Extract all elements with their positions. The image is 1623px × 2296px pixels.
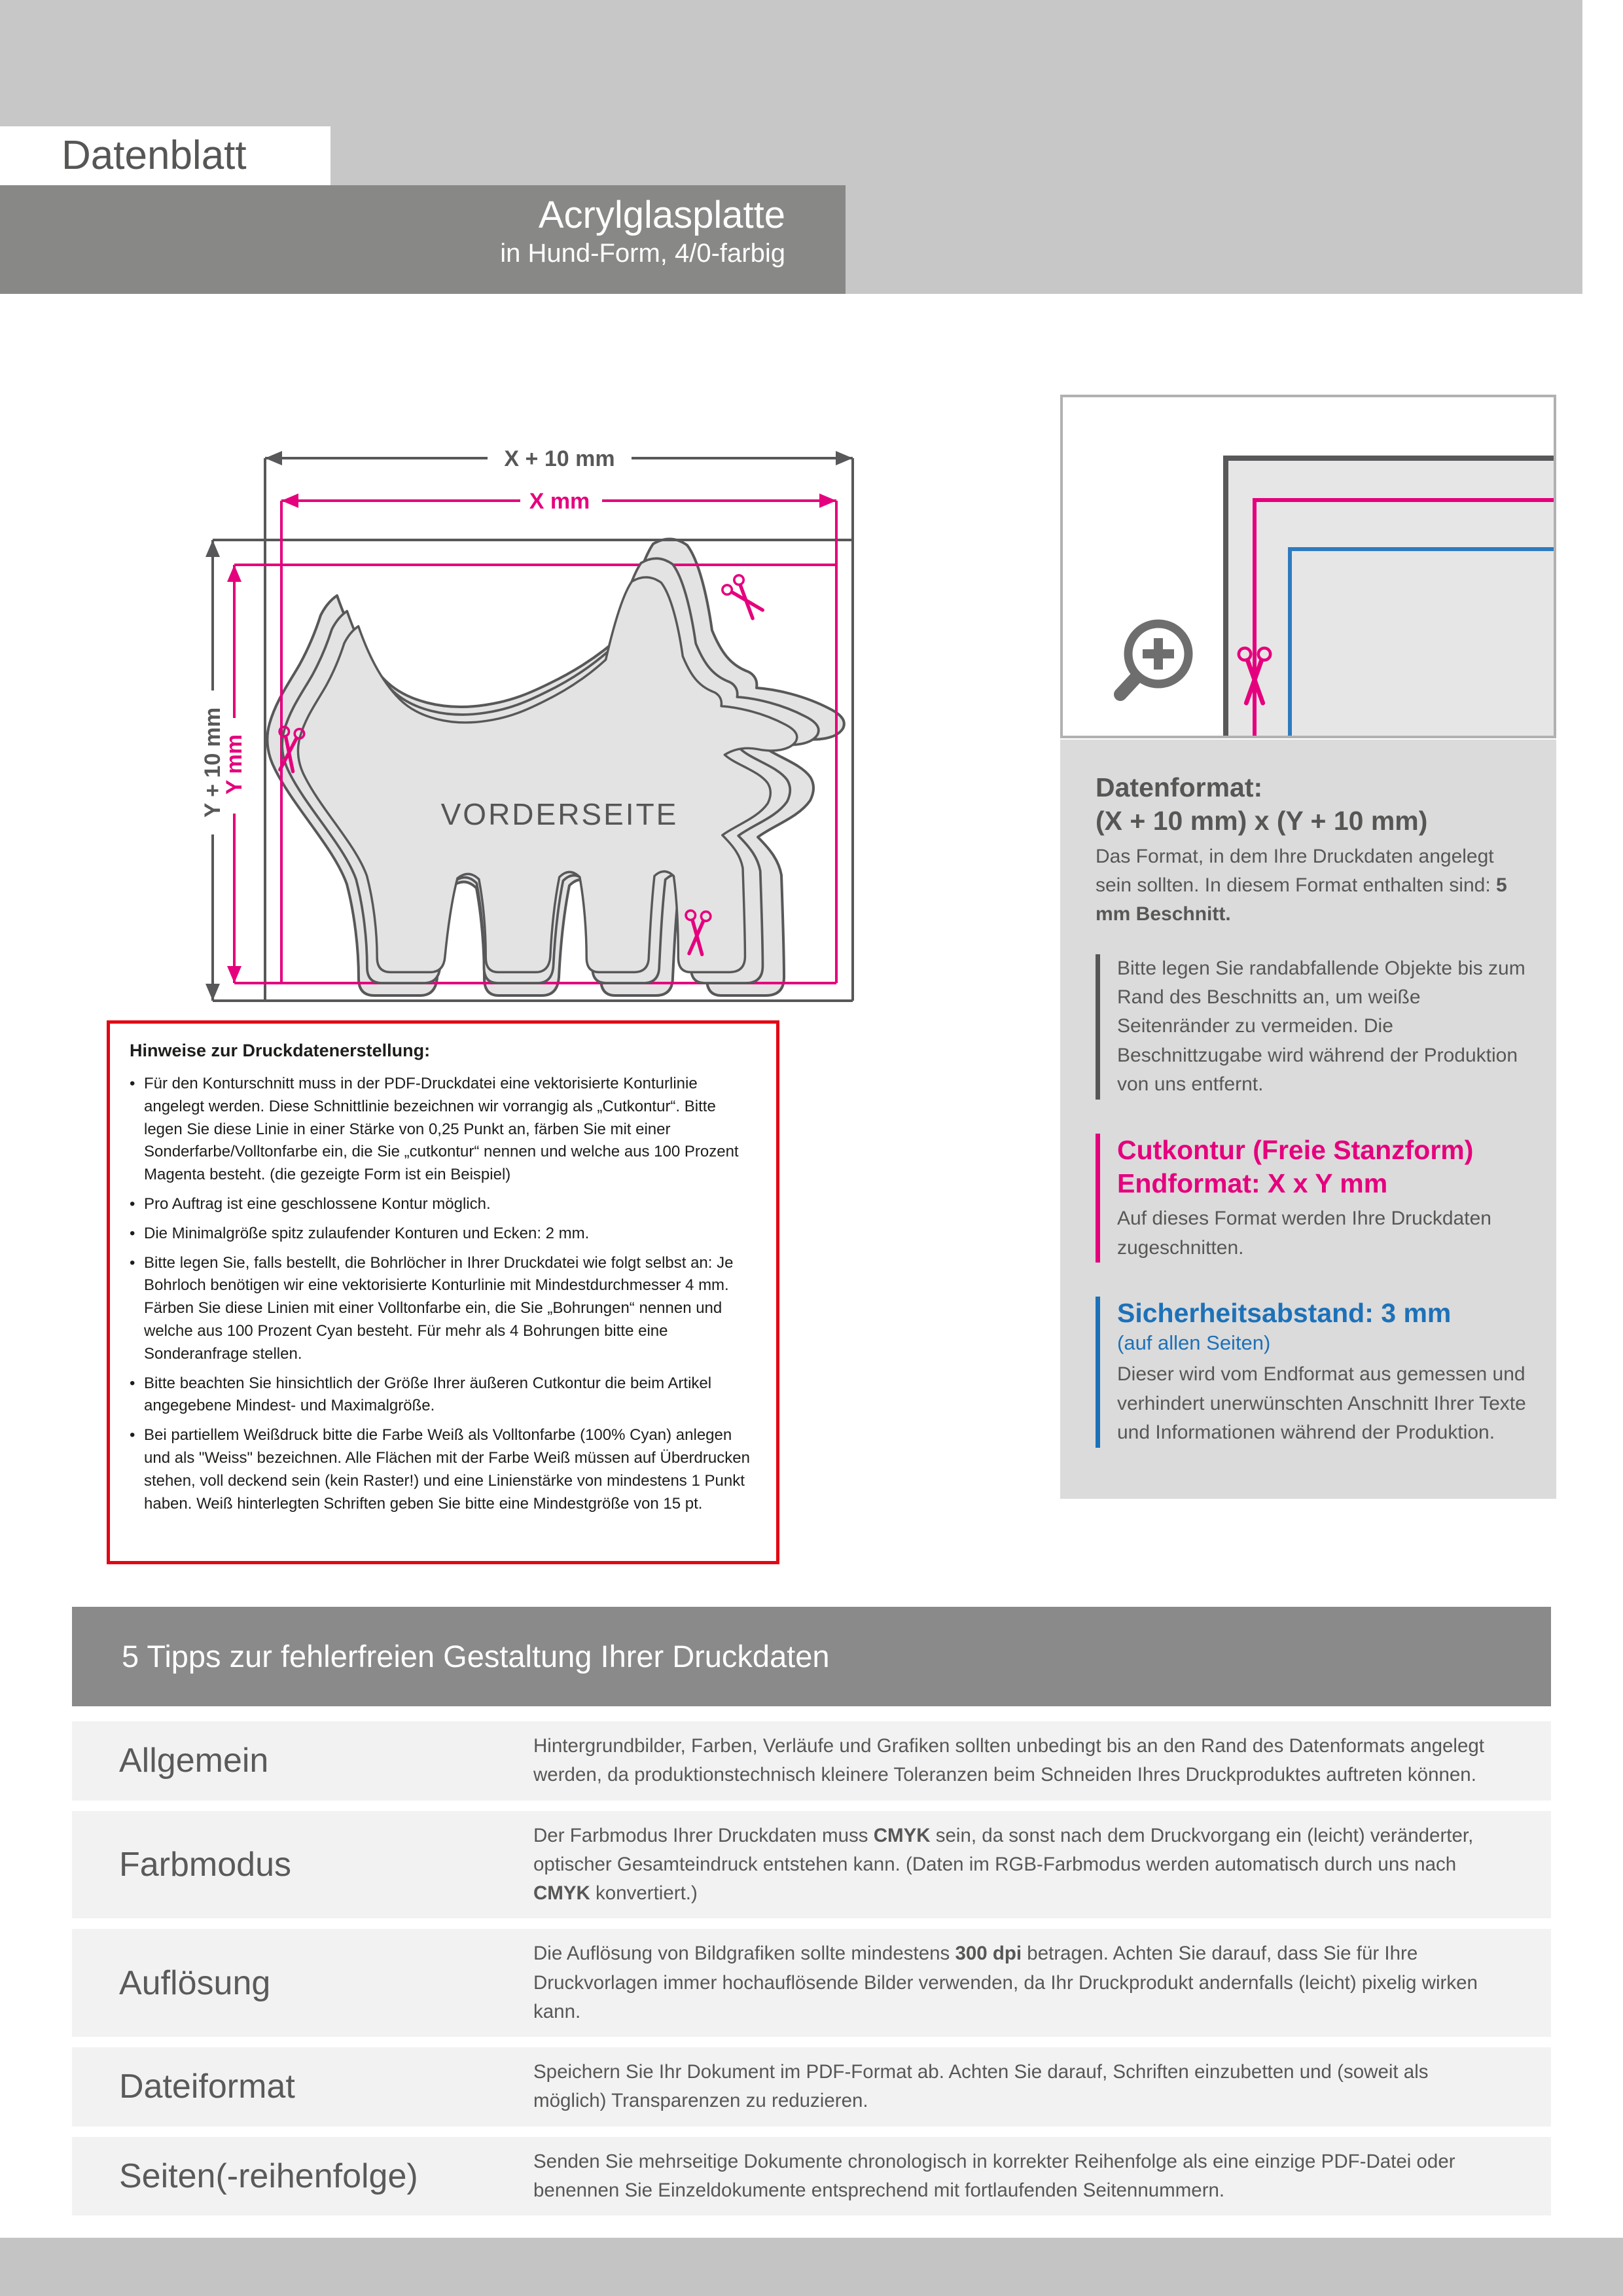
product-title: Acrylglasplatte [538,194,785,236]
tip-text: Die Auflösung von Bildgrafiken sollte mindestens 300 dpi betragen. Achten Sie darauf, dass Sie für Ihre Druckvorlagen immer hochauflösende Bilder verwenden, da Ihr Druckprodukt andernfalls (leicht) pixelig wirken kann. [533,1943,1478,2022]
dim-x-outer-label: X + 10 mm [504,446,615,471]
format-info-panel [1060,740,1556,1499]
page-title-box [0,126,330,185]
safety-section [1096,1297,1527,1448]
table-row [72,1811,1551,1919]
tip-label: Farbmodus [119,1845,291,1884]
magnifier-plus-icon [1120,624,1188,694]
tip-label: Auflösung [119,1964,271,2002]
tips-banner [72,1607,1551,1706]
cutkontur-endformat: Endformat: X x Y mm [1117,1168,1388,1198]
scissors-icon [721,573,767,622]
tip-text: Der Farbmodus Ihrer Druckdaten muss CMYK sein, da sonst nach dem Druckvorgang ein (leicht) veränderter, optischer Gesamteindruck entstehen kann. (Daten im RGB-Farbmodus werden automatisch durch uns nach CMYK konvertiert.) [533,1824,1474,1904]
datenformat-title: Datenformat: [1096,772,1263,802]
tip-text: Hintergrundbilder, Farben, Verläufe und Grafiken sollten unbedingt bis an den Rand des Datenformats angelegt werden, da produktionstechnisch kleinere Toleranzen beim Schneiden Ihres Druckproduktes auftreten können. [533,1735,1484,1786]
list-item: • Bei partiellem Weißdruck bitte die Farbe Weiß als Volltonfarbe (100% Cyan) anlegen und als "Weiss" bezeichnen. Alle Flächen mit der Farbe Weiß müssen auf Überdrucken stehen, voll deckend sein (kein Raster!) und eine Linienstärke von mindestens 1 Punkt haben. Weiß hinterlegten Schriften geben Sie bitte eine Mindestgröße von 15 pt. [130,1426,750,1513]
tip-label: Allgemein [119,1742,269,1780]
list-item: • Bitte beachten Sie hinsichtlich der Größe Ihrer äußeren Cutkontur die beim Artikel angegebene Mindest- und Maximalgröße. [130,1374,712,1415]
tip-label: Dateiformat [119,2068,295,2106]
table-row [72,2137,1551,2216]
tips-table [72,1721,1551,2226]
front-side-label: VORDERSEITE [440,797,679,831]
table-row [72,2047,1551,2126]
table-row [72,1929,1551,2037]
safety-subtitle: (auf allen Seiten) [1117,1331,1271,1355]
print-data-notes-box [107,1020,779,1564]
page-title: Datenblatt [62,133,247,178]
list-item: • Für den Konturschnitt muss in der PDF-Druckdatei eine vektorisierte Konturlinie angelegt werden. Diese Schnittlinie bezeichnen wir vorrangig als „Cutkontur“. Bitte legen Sie diese Linie in einer Stärke von 0,25 Punkt an, färben Sie mit einer Sonderfarbe/Volltonfarbe ein, die Sie „cutkontur“ nennen und welche aus 100 Prozent Magenta besteht. (die gezeigte Form ist ein Beispiel) [130,1075,739,1184]
cutkontur-title: Cutkontur (Freie Stanzform) [1117,1134,1474,1165]
datenformat-formula: (X + 10 mm) x (Y + 10 mm) [1096,806,1428,836]
footer-band [0,2238,1623,2296]
cutkontur-section [1096,1134,1527,1263]
notes-title: Hinweise zur Druckdatenerstellung: [130,1041,431,1060]
table-row [72,1721,1551,1801]
tip-text: Senden Sie mehrseitige Dokumente chronologisch in korrekter Reihenfolge als eine einzige PDF-Datei oder benennen Sie Einzeldokumente entsprechend mit fortlaufenden Seitennummern. [533,2150,1455,2201]
tips-title: 5 Tipps zur fehlerfreien Gestaltung Ihrer Druckdaten [122,1639,830,1674]
list-item: • Pro Auftrag ist eine geschlossene Kontur möglich. [130,1194,491,1213]
tip-text: Speichern Sie Ihr Dokument im PDF-Format ab. Achten Sie darauf, Schriften einzubetten und (soweit als möglich) Transparenzen zu reduzieren. [533,2061,1429,2112]
datenformat-section [1096,771,1527,929]
bleed-note-text: Bitte legen Sie randabfallende Objekte bis zum Rand des Beschnitts an, um weiße Seitenränder zu vermeiden. Die Beschnittzugabe wird während der Produktion von uns entfernt. [1117,957,1525,1096]
list-item: • Bitte legen Sie, falls bestellt, die Bohrlöcher in Ihrer Druckdatei wie folgt selbst an: Je Bohrloch benötigen wir eine vektorisierte Konturlinie mit Mindestdurchmesser 4 mm. Färben Sie diese Linien mit einer Volltonfarbe ein, die Sie „Bohrungen“ nennen und welche aus 100 Prozent Cyan besteht. Für mehr als 4 Bohrungen bitte eine Sonderanfrage stellen. [130,1253,734,1363]
product-subtitle: in Hund-Form, 4/0-farbig [500,239,785,268]
product-title-box [0,185,846,294]
corner-zoom-detail-box [1060,395,1556,738]
list-item: • Die Minimalgröße spitz zulaufender Konturen und Ecken: 2 mm. [130,1224,590,1242]
dim-y-inner-label: Y mm [222,734,247,795]
safety-body: Dieser wird vom Endformat aus gemessen und verhindert unerwünschten Anschnitt Ihrer Texte und Informationen während der Produktion. [1117,1363,1526,1444]
corner-zoom-diagram [1063,397,1554,736]
tip-label: Seiten(-reihenfolge) [119,2157,418,2195]
dim-x-inner-label: X mm [529,489,590,514]
dog-layout-diagram [190,416,870,1011]
dim-y-outer-label: Y + 10 mm [200,707,225,818]
bleed-note-section [1096,954,1527,1100]
notes-list [130,1073,757,1515]
datenformat-body: Das Format, in dem Ihre Druckdaten angelegt sein sollten. In diesem Format enthalten sind: 5 mm Beschnitt. [1096,845,1507,925]
safety-title: Sicherheitsabstand: 3 mm [1117,1297,1452,1328]
cutkontur-body: Auf dieses Format werden Ihre Druckdaten zugeschnitten. [1117,1208,1491,1259]
